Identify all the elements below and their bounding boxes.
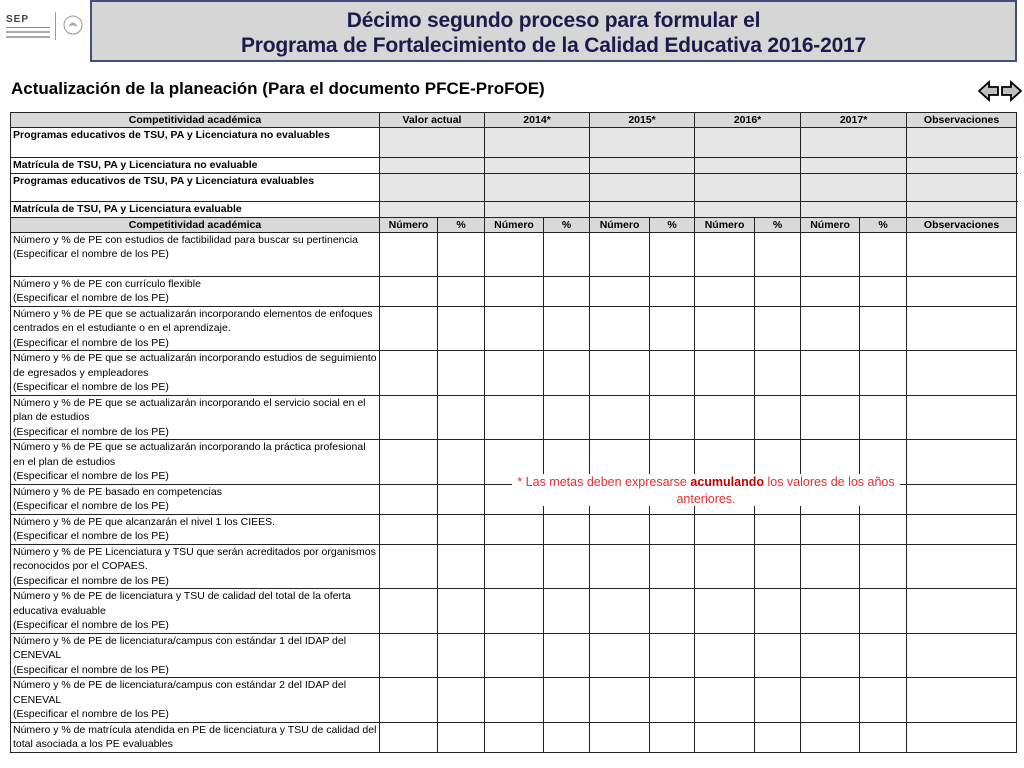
row-label-text: Número y % de PE que se actualizarán incorporando elementos de enfoques centrados en el estudiante o en el aprendizaje.	[13, 307, 373, 334]
row-label-hint: (Especificar el nombre de los PE)	[13, 530, 169, 542]
table-cell[interactable]	[907, 633, 1017, 678]
table-cell[interactable]	[380, 678, 438, 723]
table-cell[interactable]	[590, 232, 650, 276]
table-cell[interactable]	[485, 678, 544, 723]
table-cell[interactable]	[380, 395, 438, 440]
table-cell[interactable]	[907, 440, 1017, 485]
table-cell[interactable]	[380, 544, 438, 589]
table-cell[interactable]	[485, 158, 590, 174]
note-emphasis: acumulando	[690, 475, 764, 489]
column-header: 2015*	[590, 113, 695, 128]
table-cell[interactable]	[801, 128, 907, 158]
sep-logo-text: SEP	[6, 14, 30, 25]
table-cell[interactable]	[650, 678, 695, 723]
table-cell[interactable]	[801, 351, 860, 396]
table-cell[interactable]	[801, 514, 860, 544]
table-cell[interactable]	[438, 544, 485, 589]
table-cell[interactable]	[755, 514, 801, 544]
table-cell[interactable]	[485, 514, 544, 544]
table-cell[interactable]	[907, 351, 1017, 396]
table-cell[interactable]	[907, 158, 1017, 174]
sep-logo	[0, 0, 90, 64]
table-cell[interactable]	[380, 514, 438, 544]
table-cell[interactable]	[695, 351, 755, 396]
table-row	[11, 306, 1017, 351]
table-cell[interactable]	[695, 544, 755, 589]
table-cell[interactable]	[755, 276, 801, 306]
table-cell[interactable]	[695, 589, 755, 634]
table-cell[interactable]	[860, 276, 907, 306]
table-cell[interactable]	[650, 351, 695, 396]
table-cell[interactable]	[590, 633, 650, 678]
row-label-text: Número y % de matrícula atendida en PE de licenciatura y TSU de calidad del total asociada a los PE evaluables	[13, 723, 377, 750]
title-line-1: Décimo segundo proceso para formular el	[346, 9, 761, 32]
row-label: Matrícula de TSU, PA y Licenciatura evaluable	[11, 202, 380, 218]
table-cell[interactable]	[801, 544, 860, 589]
title-line-2: Programa de Fortalecimiento de la Calidad Educativa 2016-2017	[240, 34, 867, 57]
table-cell[interactable]	[860, 633, 907, 678]
table-cell[interactable]	[590, 128, 695, 158]
table-cell[interactable]	[860, 351, 907, 396]
row-label-hint: (Especificar el nombre de los PE)	[13, 663, 169, 676]
row-label	[11, 722, 380, 752]
row-label-text: Número y % de PE basado en competencias	[13, 485, 222, 498]
table-cell[interactable]	[650, 514, 695, 544]
table-cell[interactable]	[695, 306, 755, 351]
table-cell[interactable]	[801, 678, 860, 723]
table-row	[11, 678, 1017, 723]
table-cell[interactable]	[590, 158, 695, 174]
table-cell[interactable]	[695, 174, 801, 202]
table-cell[interactable]	[650, 232, 695, 276]
table-cell[interactable]	[380, 276, 438, 306]
table-cell[interactable]	[438, 514, 485, 544]
table-cell[interactable]	[438, 484, 485, 514]
table-cell[interactable]	[438, 351, 485, 396]
table-cell[interactable]	[860, 722, 907, 752]
table-cell[interactable]	[438, 633, 485, 678]
table-cell[interactable]	[650, 722, 695, 752]
row-label	[11, 589, 380, 634]
column-header: Observaciones	[907, 113, 1017, 128]
table-cell[interactable]	[695, 128, 801, 158]
logo-divider	[55, 12, 56, 40]
table-row	[11, 232, 1017, 276]
row-label	[11, 232, 380, 276]
table-row	[11, 544, 1017, 589]
column-header: %	[755, 217, 801, 232]
row-label-hint: (Especificar el nombre de los PE)	[13, 381, 169, 393]
table-cell[interactable]	[860, 589, 907, 634]
table-cell[interactable]	[544, 395, 590, 440]
row-label	[11, 276, 380, 306]
column-header: 2014*	[485, 113, 590, 128]
table-cell[interactable]	[544, 232, 590, 276]
table-cell[interactable]	[544, 544, 590, 589]
row-label: Matrícula de TSU, PA y Licenciatura no evaluable	[11, 158, 380, 174]
column-header: %	[438, 217, 485, 232]
row-label-text: Número y % de PE que alcanzarán el nivel 1 los CIEES.	[13, 515, 276, 528]
table-cell[interactable]	[380, 484, 438, 514]
table-cell[interactable]	[438, 232, 485, 276]
table-cell[interactable]	[438, 306, 485, 351]
table-cell[interactable]	[380, 722, 438, 752]
table-cell[interactable]	[438, 722, 485, 752]
table-cell[interactable]	[801, 633, 860, 678]
row-label: Programas educativos de TSU, PA y Licenciatura no evaluables	[11, 128, 380, 158]
table-cell[interactable]	[590, 395, 650, 440]
table-cell[interactable]	[907, 174, 1017, 202]
table-cell[interactable]	[907, 128, 1017, 158]
table-cell[interactable]	[801, 276, 860, 306]
planning-table	[10, 112, 1017, 753]
row-label-hint: (Especificar el nombre de los PE)	[13, 248, 169, 260]
table-cell[interactable]	[755, 351, 801, 396]
table-cell[interactable]	[590, 514, 650, 544]
table-cell[interactable]	[485, 722, 544, 752]
row-label-hint: (Especificar el nombre de los PE)	[13, 470, 169, 482]
table-cell[interactable]	[380, 351, 438, 396]
row-label	[11, 306, 380, 351]
column-header: Número	[801, 217, 860, 232]
row-label	[11, 351, 380, 396]
table-cell[interactable]	[907, 589, 1017, 634]
table-cell[interactable]	[485, 633, 544, 678]
table-row	[11, 174, 1017, 202]
row-label-text: Número y % de PE de licenciatura/campus con estándar 2 del IDAP del CENEVAL	[13, 679, 347, 706]
table-cell[interactable]	[438, 589, 485, 634]
column-header: %	[860, 217, 907, 232]
table-cell[interactable]	[695, 202, 801, 218]
table-cell[interactable]	[485, 128, 590, 158]
table-cell[interactable]	[544, 722, 590, 752]
column-header: Número	[695, 217, 755, 232]
table-cell[interactable]	[485, 306, 544, 351]
table-cell[interactable]	[907, 395, 1017, 440]
row-label	[11, 484, 380, 514]
table-cell[interactable]	[380, 202, 485, 218]
sep-logo-subtext	[6, 27, 50, 38]
table-cell[interactable]	[544, 678, 590, 723]
table-cell[interactable]	[544, 351, 590, 396]
table-cell[interactable]	[860, 514, 907, 544]
column-header: Número	[590, 217, 650, 232]
mexico-coat-of-arms-icon	[61, 12, 85, 40]
header-row-number-percent	[11, 217, 1017, 232]
table-cell[interactable]	[438, 440, 485, 485]
table-cell[interactable]	[860, 232, 907, 276]
table-cell[interactable]	[438, 276, 485, 306]
table-cell[interactable]	[380, 232, 438, 276]
table-cell[interactable]	[755, 395, 801, 440]
table-cell[interactable]	[544, 514, 590, 544]
table-cell[interactable]	[485, 351, 544, 396]
table-cell[interactable]	[801, 158, 907, 174]
table-row	[11, 395, 1017, 440]
table-cell[interactable]	[380, 174, 485, 202]
table-cell[interactable]	[801, 202, 907, 218]
column-header: Competitividad académica	[11, 217, 380, 232]
table-cell[interactable]	[801, 232, 860, 276]
table-cell[interactable]	[380, 589, 438, 634]
row-label-hint: (Especificar el nombre de los PE)	[13, 619, 169, 631]
table-cell[interactable]	[907, 722, 1017, 752]
table-cell[interactable]	[590, 544, 650, 589]
table-cell[interactable]	[695, 276, 755, 306]
table-cell[interactable]	[485, 232, 544, 276]
row-label: Programas educativos de TSU, PA y Licenciatura evaluables	[11, 174, 380, 202]
arrow-left-icon[interactable]	[979, 82, 998, 100]
table-cell[interactable]	[544, 589, 590, 634]
header-row-years	[11, 113, 1017, 128]
table-cell[interactable]	[755, 633, 801, 678]
table-cell[interactable]	[907, 232, 1017, 276]
table-cell[interactable]	[907, 276, 1017, 306]
row-label	[11, 544, 380, 589]
note-text-after: los valores de los años anteriores.	[676, 475, 895, 506]
table-cell[interactable]	[590, 276, 650, 306]
table-cell[interactable]	[755, 678, 801, 723]
table-cell[interactable]	[755, 306, 801, 351]
table-cell[interactable]	[544, 633, 590, 678]
slide-navigation	[978, 80, 1022, 102]
table-cell[interactable]	[380, 633, 438, 678]
row-label-hint: (Especificar el nombre de los PE)	[13, 574, 169, 587]
row-label-hint: (Especificar el nombre de los PE)	[13, 336, 169, 349]
table-cell[interactable]	[380, 128, 485, 158]
table-cell[interactable]	[755, 544, 801, 589]
table-cell[interactable]	[907, 514, 1017, 544]
table-cell[interactable]	[650, 544, 695, 589]
table-cell[interactable]	[544, 306, 590, 351]
table-cell[interactable]	[907, 484, 1017, 514]
table-cell[interactable]	[695, 678, 755, 723]
table-cell[interactable]	[590, 351, 650, 396]
table-cell[interactable]	[590, 306, 650, 351]
row-label	[11, 514, 380, 544]
table-cell[interactable]	[485, 544, 544, 589]
table-cell[interactable]	[907, 202, 1017, 218]
row-label	[11, 678, 380, 723]
table-cell[interactable]	[801, 589, 860, 634]
table-cell[interactable]	[438, 395, 485, 440]
table-cell[interactable]	[650, 306, 695, 351]
table-cell[interactable]	[590, 678, 650, 723]
table-cell[interactable]	[485, 395, 544, 440]
row-label	[11, 633, 380, 678]
table-cell[interactable]	[590, 589, 650, 634]
row-label	[11, 440, 380, 485]
table-cell[interactable]	[380, 440, 438, 485]
row-label-text: Número y % de PE Licenciatura y TSU que serán acreditados por organismos reconocidos por el COPAES.	[13, 545, 376, 572]
table-cell[interactable]	[590, 202, 695, 218]
title-banner	[90, 0, 1017, 62]
accumulation-note	[512, 474, 900, 506]
table-cell[interactable]	[907, 678, 1017, 723]
arrow-right-icon[interactable]	[1002, 82, 1021, 100]
table-row	[11, 722, 1017, 752]
table-cell[interactable]	[590, 722, 650, 752]
table-cell[interactable]	[650, 276, 695, 306]
column-header: Número	[380, 217, 438, 232]
table-cell[interactable]	[695, 232, 755, 276]
column-header: %	[544, 217, 590, 232]
row-label-text: Número y % de PE que se actualizarán incorporando estudios de seguimiento de egresados y empleadores	[13, 352, 377, 379]
row-label-text: Número y % de PE de licenciatura y TSU de calidad del total de la oferta educativa evaluable	[13, 590, 351, 617]
column-header: %	[650, 217, 695, 232]
column-header: 2017*	[801, 113, 907, 128]
row-label-text: Número y % de PE que se actualizarán incorporando la práctica profesional en el plan de estudios	[13, 441, 366, 468]
row-label-text: Número y % de PE con estudios de factibilidad para buscar su pertinencia	[13, 233, 358, 246]
row-label-hint: (Especificar el nombre de los PE)	[13, 425, 169, 438]
table-row	[11, 514, 1017, 544]
note-text-before: * Las metas deben expresarse	[517, 475, 691, 489]
table-row	[11, 589, 1017, 634]
table-cell[interactable]	[380, 158, 485, 174]
table-cell[interactable]	[695, 722, 755, 752]
table-cell[interactable]	[801, 306, 860, 351]
column-header: 2016*	[695, 113, 801, 128]
table-cell[interactable]	[801, 174, 907, 202]
table-cell[interactable]	[380, 306, 438, 351]
table-row	[11, 351, 1017, 396]
row-label-text: Número y % de PE que se actualizarán incorporando el servicio social en el plan de estudios	[13, 396, 366, 423]
table-cell[interactable]	[695, 514, 755, 544]
table-cell[interactable]	[650, 633, 695, 678]
table-cell[interactable]	[485, 276, 544, 306]
table-cell[interactable]	[650, 589, 695, 634]
table-cell[interactable]	[485, 589, 544, 634]
table-row	[11, 276, 1017, 306]
table-cell[interactable]	[590, 174, 695, 202]
column-header: Número	[485, 217, 544, 232]
row-label-text: Número y % de PE con currículo flexible	[13, 277, 201, 290]
table-row	[11, 633, 1017, 678]
table-row	[11, 128, 1017, 158]
table-cell[interactable]	[544, 276, 590, 306]
column-header: Valor actual	[380, 113, 485, 128]
column-header: Competitividad académica	[11, 113, 380, 128]
table-cell[interactable]	[695, 633, 755, 678]
table-cell[interactable]	[801, 722, 860, 752]
row-label-hint: (Especificar el nombre de los PE)	[13, 500, 169, 512]
column-header: Observaciones	[907, 217, 1017, 232]
table-cell[interactable]	[650, 395, 695, 440]
table-cell[interactable]	[860, 395, 907, 440]
table-cell[interactable]	[695, 158, 801, 174]
table-cell[interactable]	[860, 678, 907, 723]
table-row	[11, 202, 1017, 218]
table-cell[interactable]	[860, 306, 907, 351]
table-cell[interactable]	[485, 174, 590, 202]
table-row	[11, 158, 1017, 174]
row-label-hint: (Especificar el nombre de los PE)	[13, 708, 169, 720]
table-cell[interactable]	[755, 722, 801, 752]
table-cell[interactable]	[695, 395, 755, 440]
table-cell[interactable]	[907, 544, 1017, 589]
table-cell[interactable]	[755, 589, 801, 634]
table-cell[interactable]	[907, 306, 1017, 351]
row-label-hint: (Especificar el nombre de los PE)	[13, 292, 169, 304]
table-cell[interactable]	[438, 678, 485, 723]
table-cell[interactable]	[755, 232, 801, 276]
table-cell[interactable]	[860, 544, 907, 589]
table-cell[interactable]	[801, 395, 860, 440]
row-label	[11, 395, 380, 440]
row-label-text: Número y % de PE de licenciatura/campus con estándar 1 del IDAP del CENEVAL	[13, 634, 347, 661]
page-subtitle: Actualización de la planeación (Para el documento PFCE-ProFOE)	[11, 79, 545, 98]
table-cell[interactable]	[485, 202, 590, 218]
